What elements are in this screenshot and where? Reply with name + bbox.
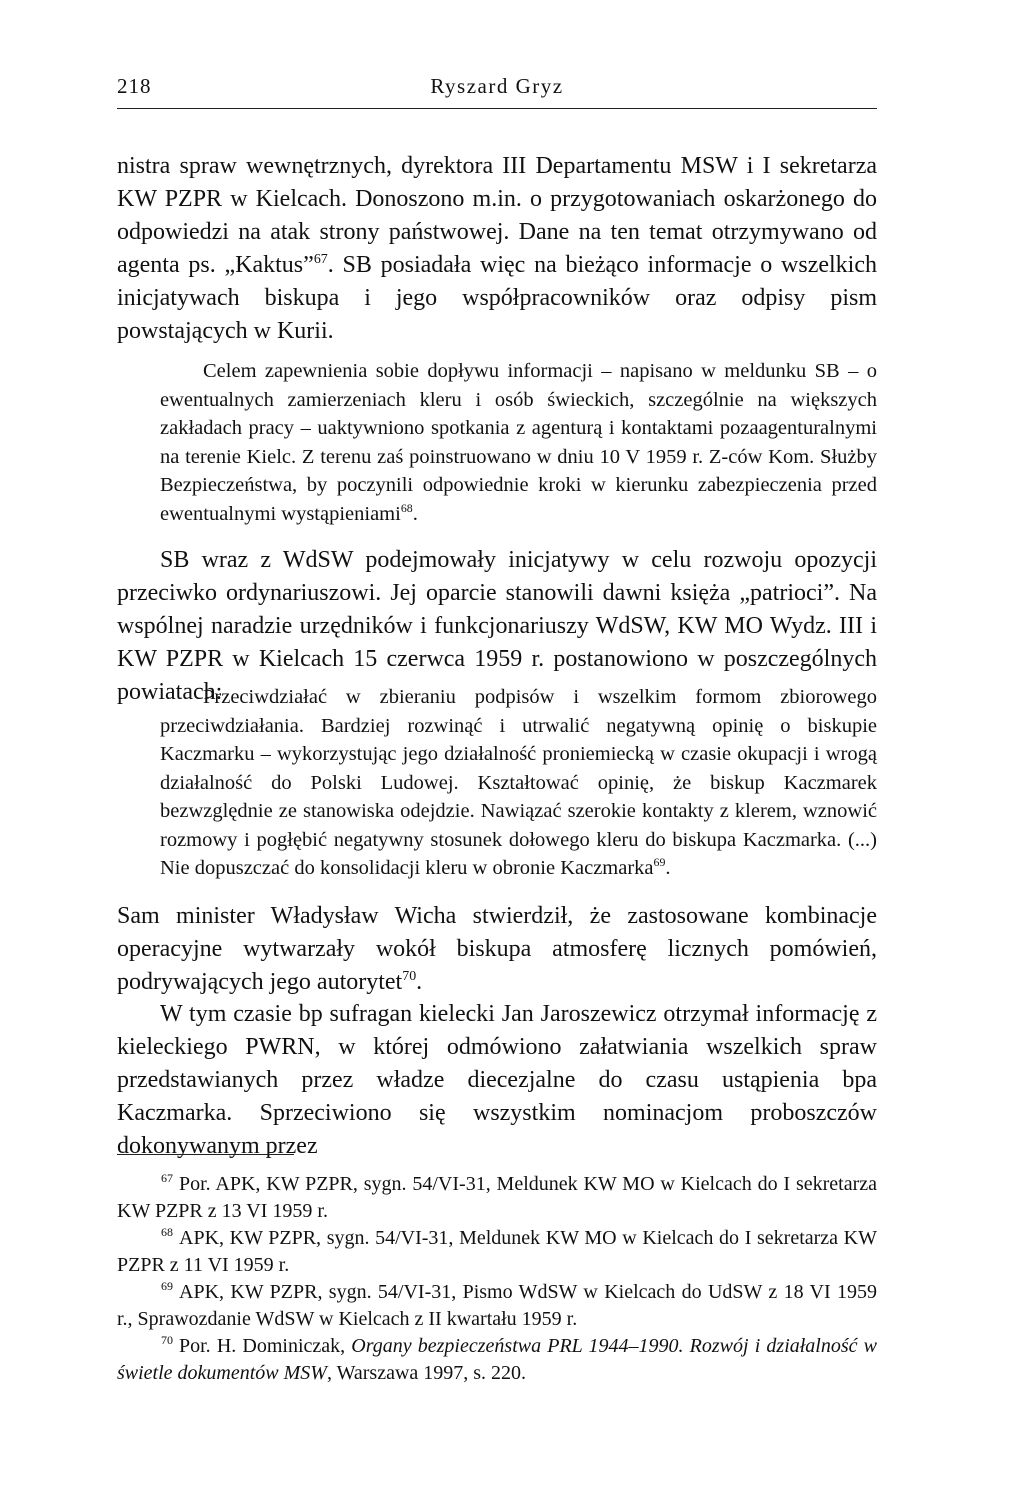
footnote-number: 69: [161, 1279, 173, 1294]
footnote: $^{70}$ Por. H. Dominiczak, Organy bezpieczeństwa PRL 1944–1990. Rozwój i działalność w świetle dokumentów MSW, Warszawa 1997, s. 220.: [117, 1333, 877, 1384]
body-paragraph: W tym czasie bp sufragan kielecki Jan Jaroszewicz otrzymał informację z kieleckiego PWRN, w której odmówiono załatwiania wszelkich spraw przedstawianych przez władze diecezjalne do czasu ustąpienia bpa Kaczmarka. Sprzeciwiono się wszystkim nominacjom proboszczów dokonywanym przez: [117, 1001, 877, 1159]
footnote-separator: [117, 1154, 294, 1155]
footnote: $^{67}$ Por. APK, KW PZPR, sygn. 54/VI-31, Meldunek KW MO w Kielcach do I sekretarza KW PZPR z 13 VI 1959 r.: [117, 1171, 877, 1222]
body-paragraph: SB wraz z WdSW podejmowały inicjatywy w celu rozwoju opozycji przeciwko ordynariuszowi. Jej oparcie stanowili dawni księża „patrioci”. Na wspólnej naradzie urzędników i funkcjonariuszy WdSW, KW MO Wydz. III i KW PZPR w Kielcach 15 czerwca 1959 r. postanowiono w poszczególnych powiatach:: [117, 547, 877, 705]
page-number: 218: [117, 74, 152, 98]
footnote: $^{68}$ APK, KW PZPR, sygn. 54/VI-31, Meldunek KW MO w Kielcach do I sekretarza KW PZPR z 11 VI 1959 r.: [117, 1225, 877, 1276]
footnote-ref: 69: [653, 855, 666, 870]
footnote-ref: 67: [313, 252, 328, 267]
body-paragraph: Sam minister Władysław Wicha stwierdził, że zastosowane kombinacje operacyjne wytwarzały wokół biskupa atmosferę licznych pomówień, podrywających jego autorytet$^{70}$.: [117, 903, 877, 995]
footnote: $^{69}$ APK, KW PZPR, sygn. 54/VI-31, Pismo WdSW w Kielcach do UdSW z 18 VI 1959 r., Sprawozdanie WdSW w Kielcach z II kwartału 1959 r.: [117, 1279, 877, 1330]
body-paragraph: nistra spraw wewnętrznych, dyrektora III Departamentu MSW i I sekretarza KW PZPR w Kielcach. Donoszono m.in. o przygotowaniach oskarżonego do odpowiedzi na atak strony państwowej. Dane na ten temat otrzymywano od agenta ps. „Kaktus”$^{67}$. SB posiadała więc na bieżąco informacje o wszelkich inicjatywach biskupa i jego współpracowników oraz odpisy pism powstających w Kurii.: [117, 153, 878, 344]
page-header: [117, 72, 877, 109]
footnote-ref: 70: [402, 969, 417, 984]
block-quote: Przeciwdziałać w zbieraniu podpisów i wszelkim formom zbiorowego przeciwdziałania. Bardziej rozwinąć i utrwalić negatywną opinię o biskupie Kaczmarku – wykorzystując jego działalność proniemiecką w czasie okupacji i wrogą działalność do Polski Ludowej. Kształtować opinię, że biskup Kaczmarek bezwzględnie ze stanowiska odejdzie. Nawiązać szerokie kontakty z klerem, wznowić rozmowy i pogłębić negatywny stosunek dołowego kleru do biskupa Kaczmarka. (...) Nie dopuszczać do konsolidacji kleru w obronie Kaczmarka$^{69}$.: [160, 686, 877, 879]
footnote-number: 70: [161, 1333, 173, 1348]
cited-title: Organy bezpieczeństwa PRL 1944–1990. Rozwój i działalność w świetle dokumentów MSW: [117, 1335, 877, 1384]
footnote-number: 68: [161, 1225, 173, 1240]
footnote-number: 67: [161, 1171, 173, 1186]
block-quote: Celem zapewnienia sobie dopływu informacji – napisano w meldunku SB – o ewentualnych zamierzeniach kleru i osób świeckich, szczególnie na większych zakładach pracy – uaktywniono spotkania z agenturą i kontaktami pozaagenturalnymi na terenie Kielc. Z terenu zaś poinstruowano w dniu 10 V 1959 r. Z-ców Kom. Służby Bezpieczeństwa, by poczynili odpowiednie kroki w kierunku zabezpieczenia przed ewentualnymi wystąpieniami$^{68}$.: [160, 360, 877, 525]
running-head: Ryszard Gryz: [430, 74, 564, 98]
footnote-ref: 68: [400, 500, 413, 515]
